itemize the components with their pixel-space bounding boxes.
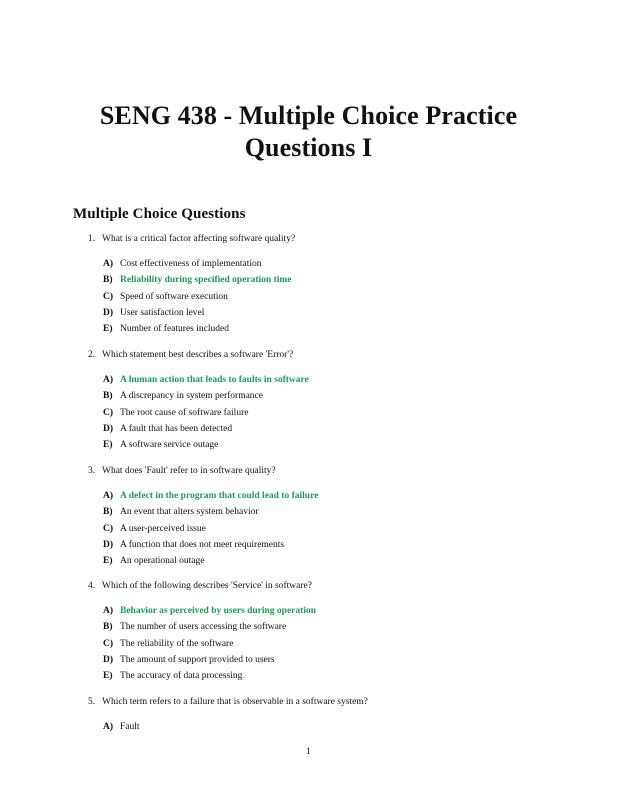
title-line-2: Questions I bbox=[244, 133, 373, 162]
title-line-1: SENG 438 - Multiple Choice Practice bbox=[99, 101, 518, 130]
option-letter: A) bbox=[103, 375, 114, 385]
option-letter: B) bbox=[103, 507, 113, 518]
question-5 bbox=[88, 696, 588, 735]
option-text-correct: Behavior as perceived by users during operation bbox=[120, 606, 316, 616]
option-e bbox=[103, 321, 588, 337]
option-letter: E) bbox=[103, 324, 113, 335]
option-a bbox=[103, 719, 588, 735]
question-text bbox=[88, 349, 588, 361]
option-text: The amount of support provided to users bbox=[120, 654, 275, 665]
option-e bbox=[103, 668, 588, 684]
option-letter: D) bbox=[103, 423, 114, 434]
option-a bbox=[103, 256, 588, 272]
option-list bbox=[103, 256, 588, 337]
option-b bbox=[103, 272, 588, 288]
question-4 bbox=[88, 580, 588, 684]
option-list bbox=[103, 603, 588, 684]
option-text: The number of users accessing the software bbox=[120, 622, 287, 633]
option-letter: C) bbox=[103, 291, 114, 302]
question-number: 5. bbox=[88, 697, 96, 707]
option-a bbox=[103, 603, 588, 619]
question-text bbox=[88, 233, 588, 245]
question-1 bbox=[88, 233, 588, 337]
option-b bbox=[103, 619, 588, 635]
option-letter: B) bbox=[103, 391, 113, 402]
option-list bbox=[103, 719, 588, 735]
question-number: 4. bbox=[88, 581, 96, 591]
option-letter: D) bbox=[103, 307, 114, 318]
option-letter: B) bbox=[103, 622, 113, 633]
option-letter: A) bbox=[103, 722, 114, 732]
option-text: Number of features included bbox=[120, 324, 229, 335]
option-b bbox=[103, 504, 588, 520]
option-text: A fault that has been detected bbox=[120, 423, 233, 434]
question-prompt: What does 'Fault' refer to in software quality? bbox=[102, 466, 276, 476]
question-prompt: Which term refers to a failure that is observable in a software system? bbox=[102, 697, 368, 707]
option-c bbox=[103, 521, 588, 537]
question-number: 2. bbox=[88, 350, 96, 360]
option-d bbox=[103, 652, 588, 668]
option-letter: E) bbox=[103, 440, 113, 451]
option-letter: D) bbox=[103, 654, 114, 665]
option-d bbox=[103, 537, 588, 553]
option-text: A discrepancy in system performance bbox=[120, 391, 263, 402]
question-prompt: Which of the following describes 'Service' in software? bbox=[102, 581, 312, 591]
option-letter: C) bbox=[103, 407, 114, 418]
option-e bbox=[103, 437, 588, 453]
option-text: An operational outage bbox=[120, 556, 205, 567]
question-3 bbox=[88, 465, 588, 569]
option-c bbox=[103, 405, 588, 421]
section-heading: Multiple Choice Questions bbox=[73, 206, 246, 222]
option-letter: A) bbox=[103, 259, 114, 269]
option-text-correct: A defect in the program that could lead to failure bbox=[120, 491, 319, 501]
page-title bbox=[0, 100, 617, 164]
option-a bbox=[103, 488, 588, 504]
option-text: The root cause of software failure bbox=[120, 407, 249, 418]
option-text: Cost effectiveness of implementation bbox=[120, 259, 262, 269]
option-text: User satisfaction level bbox=[120, 307, 205, 318]
option-d bbox=[103, 421, 588, 437]
question-text bbox=[88, 696, 588, 708]
option-text: The accuracy of data processing bbox=[120, 671, 243, 682]
option-a bbox=[103, 372, 588, 388]
option-list bbox=[103, 372, 588, 453]
question-text bbox=[88, 580, 588, 592]
question-prompt: What is a critical factor affecting software quality? bbox=[102, 234, 296, 244]
option-c bbox=[103, 289, 588, 305]
option-text-correct: Reliability during specified operation time bbox=[120, 275, 292, 286]
option-text: Speed of software execution bbox=[120, 291, 228, 302]
question-2 bbox=[88, 349, 588, 453]
option-text: The reliability of the software bbox=[120, 638, 234, 649]
option-letter: E) bbox=[103, 556, 113, 567]
option-text-correct: A human action that leads to faults in software bbox=[120, 375, 309, 385]
option-text: A user-perceived issue bbox=[120, 523, 206, 534]
option-b bbox=[103, 388, 588, 404]
option-letter: C) bbox=[103, 638, 114, 649]
option-text: An event that alters system behavior bbox=[120, 507, 259, 518]
option-text: Fault bbox=[120, 722, 140, 732]
option-letter: D) bbox=[103, 539, 114, 550]
option-text: A function that does not meet requirements bbox=[120, 539, 285, 550]
option-c bbox=[103, 636, 588, 652]
option-text: A software service outage bbox=[120, 440, 219, 451]
option-letter: B) bbox=[103, 275, 113, 286]
question-text bbox=[88, 465, 588, 477]
option-letter: A) bbox=[103, 491, 114, 501]
page-number: 1 bbox=[306, 747, 311, 757]
option-letter: A) bbox=[103, 606, 114, 616]
option-e bbox=[103, 553, 588, 569]
question-number: 1. bbox=[88, 234, 96, 244]
option-letter: C) bbox=[103, 523, 114, 534]
question-prompt: Which statement best describes a software 'Error'? bbox=[102, 350, 294, 360]
option-d bbox=[103, 305, 588, 321]
option-list bbox=[103, 488, 588, 569]
option-letter: E) bbox=[103, 671, 113, 682]
question-number: 3. bbox=[88, 466, 96, 476]
